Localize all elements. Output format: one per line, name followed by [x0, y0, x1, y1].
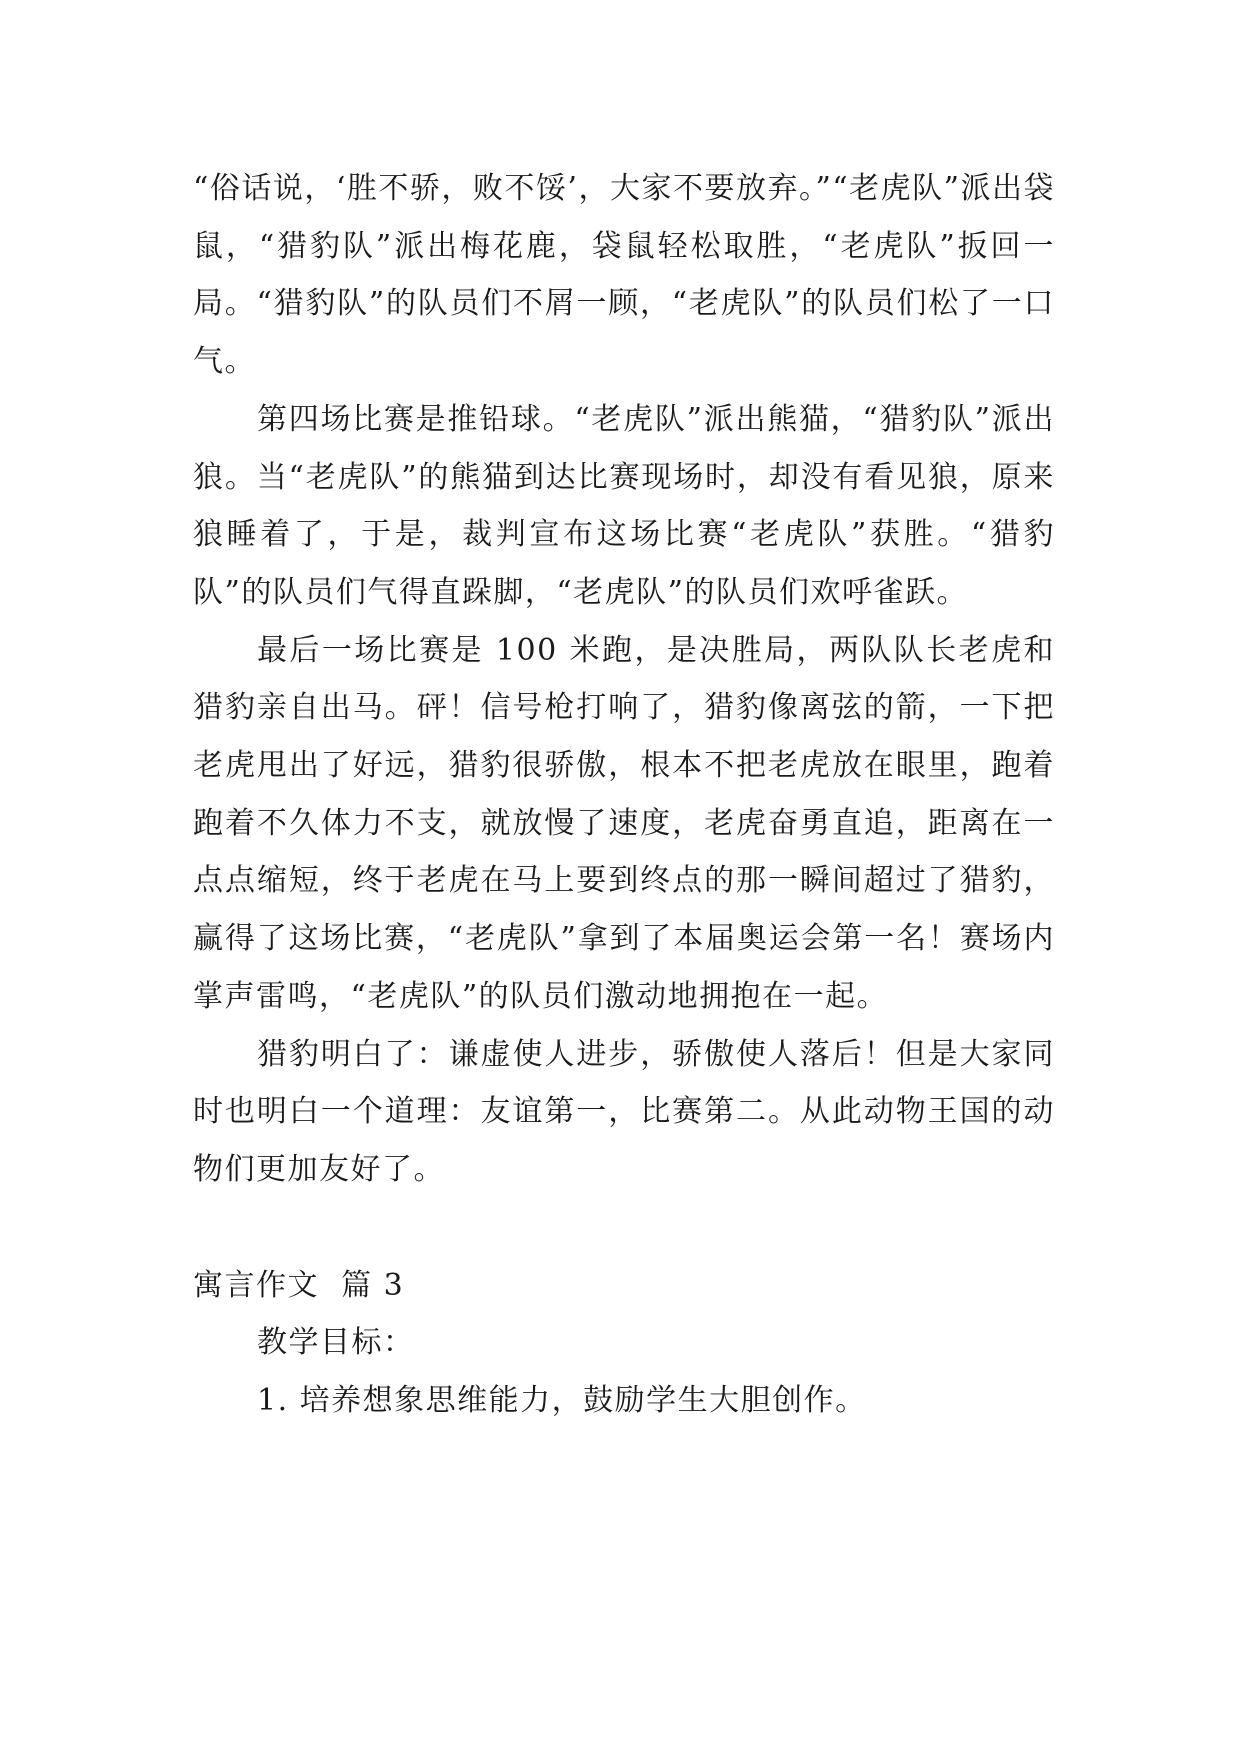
teaching-goal-item: 1. 培养想象思维能力，鼓励学生大胆创作。: [257, 1383, 867, 1419]
paragraph-final-race: 最后一场比赛是 100 米跑，是决胜局，两队队长老虎和猎豹亲自出马。砰！信号枪打响了，猎豹像离弦的箭，一下把老虎甩出了好远，猎豹很骄傲，根本不把老虎放在眼里，跑着跑着不久体力不支，就放慢了速度，老虎奋勇直追，距离在一点点缩短，终于老虎在马上要到终点的那一瞬间超过了猎豹，赢得了这场比赛，“老虎队”拿到了本届奥运会第一名！赛场内掌声雷鸣，“老虎队”的队员们激动地拥抱在一起。: [193, 632, 1055, 1014]
section-spacer: [193, 1199, 1055, 1257]
paragraph-continuation: “俗话说，‘胜不骄，败不馁’，大家不要放弃。”“老虎队”派出袋鼠，“猎豹队”派出梅花鹿，袋鼠轻松取胜，“老虎队”扳回一局。“猎豹队”的队员们不屑一顾，“老虎队”的队员们松了一口气。: [193, 171, 1055, 380]
paragraph-conclusion: 猎豹明白了：谦虚使人进步，骄傲使人落后！但是大家同时也明白一个道理：友谊第一，比赛第二。从此动物王国的动物们更加友好了。: [193, 1036, 1055, 1187]
section-heading: 寓言作文 篇 3: [193, 1267, 405, 1303]
document-body: [193, 160, 1055, 1430]
teaching-goals-label: 教学目标：: [257, 1325, 415, 1361]
paragraph-fourth-event: 第四场比赛是推铅球。“老虎队”派出熊猫，“猎豹队”派出狼。当“老虎队”的熊猫到达比赛现场时，却没有看见狼，原来狼睡着了，于是，裁判宣布这场比赛“老虎队”获胜。“猎豹队”的队员们气得直跺脚，“老虎队”的队员们欢呼雀跃。: [193, 401, 1055, 610]
